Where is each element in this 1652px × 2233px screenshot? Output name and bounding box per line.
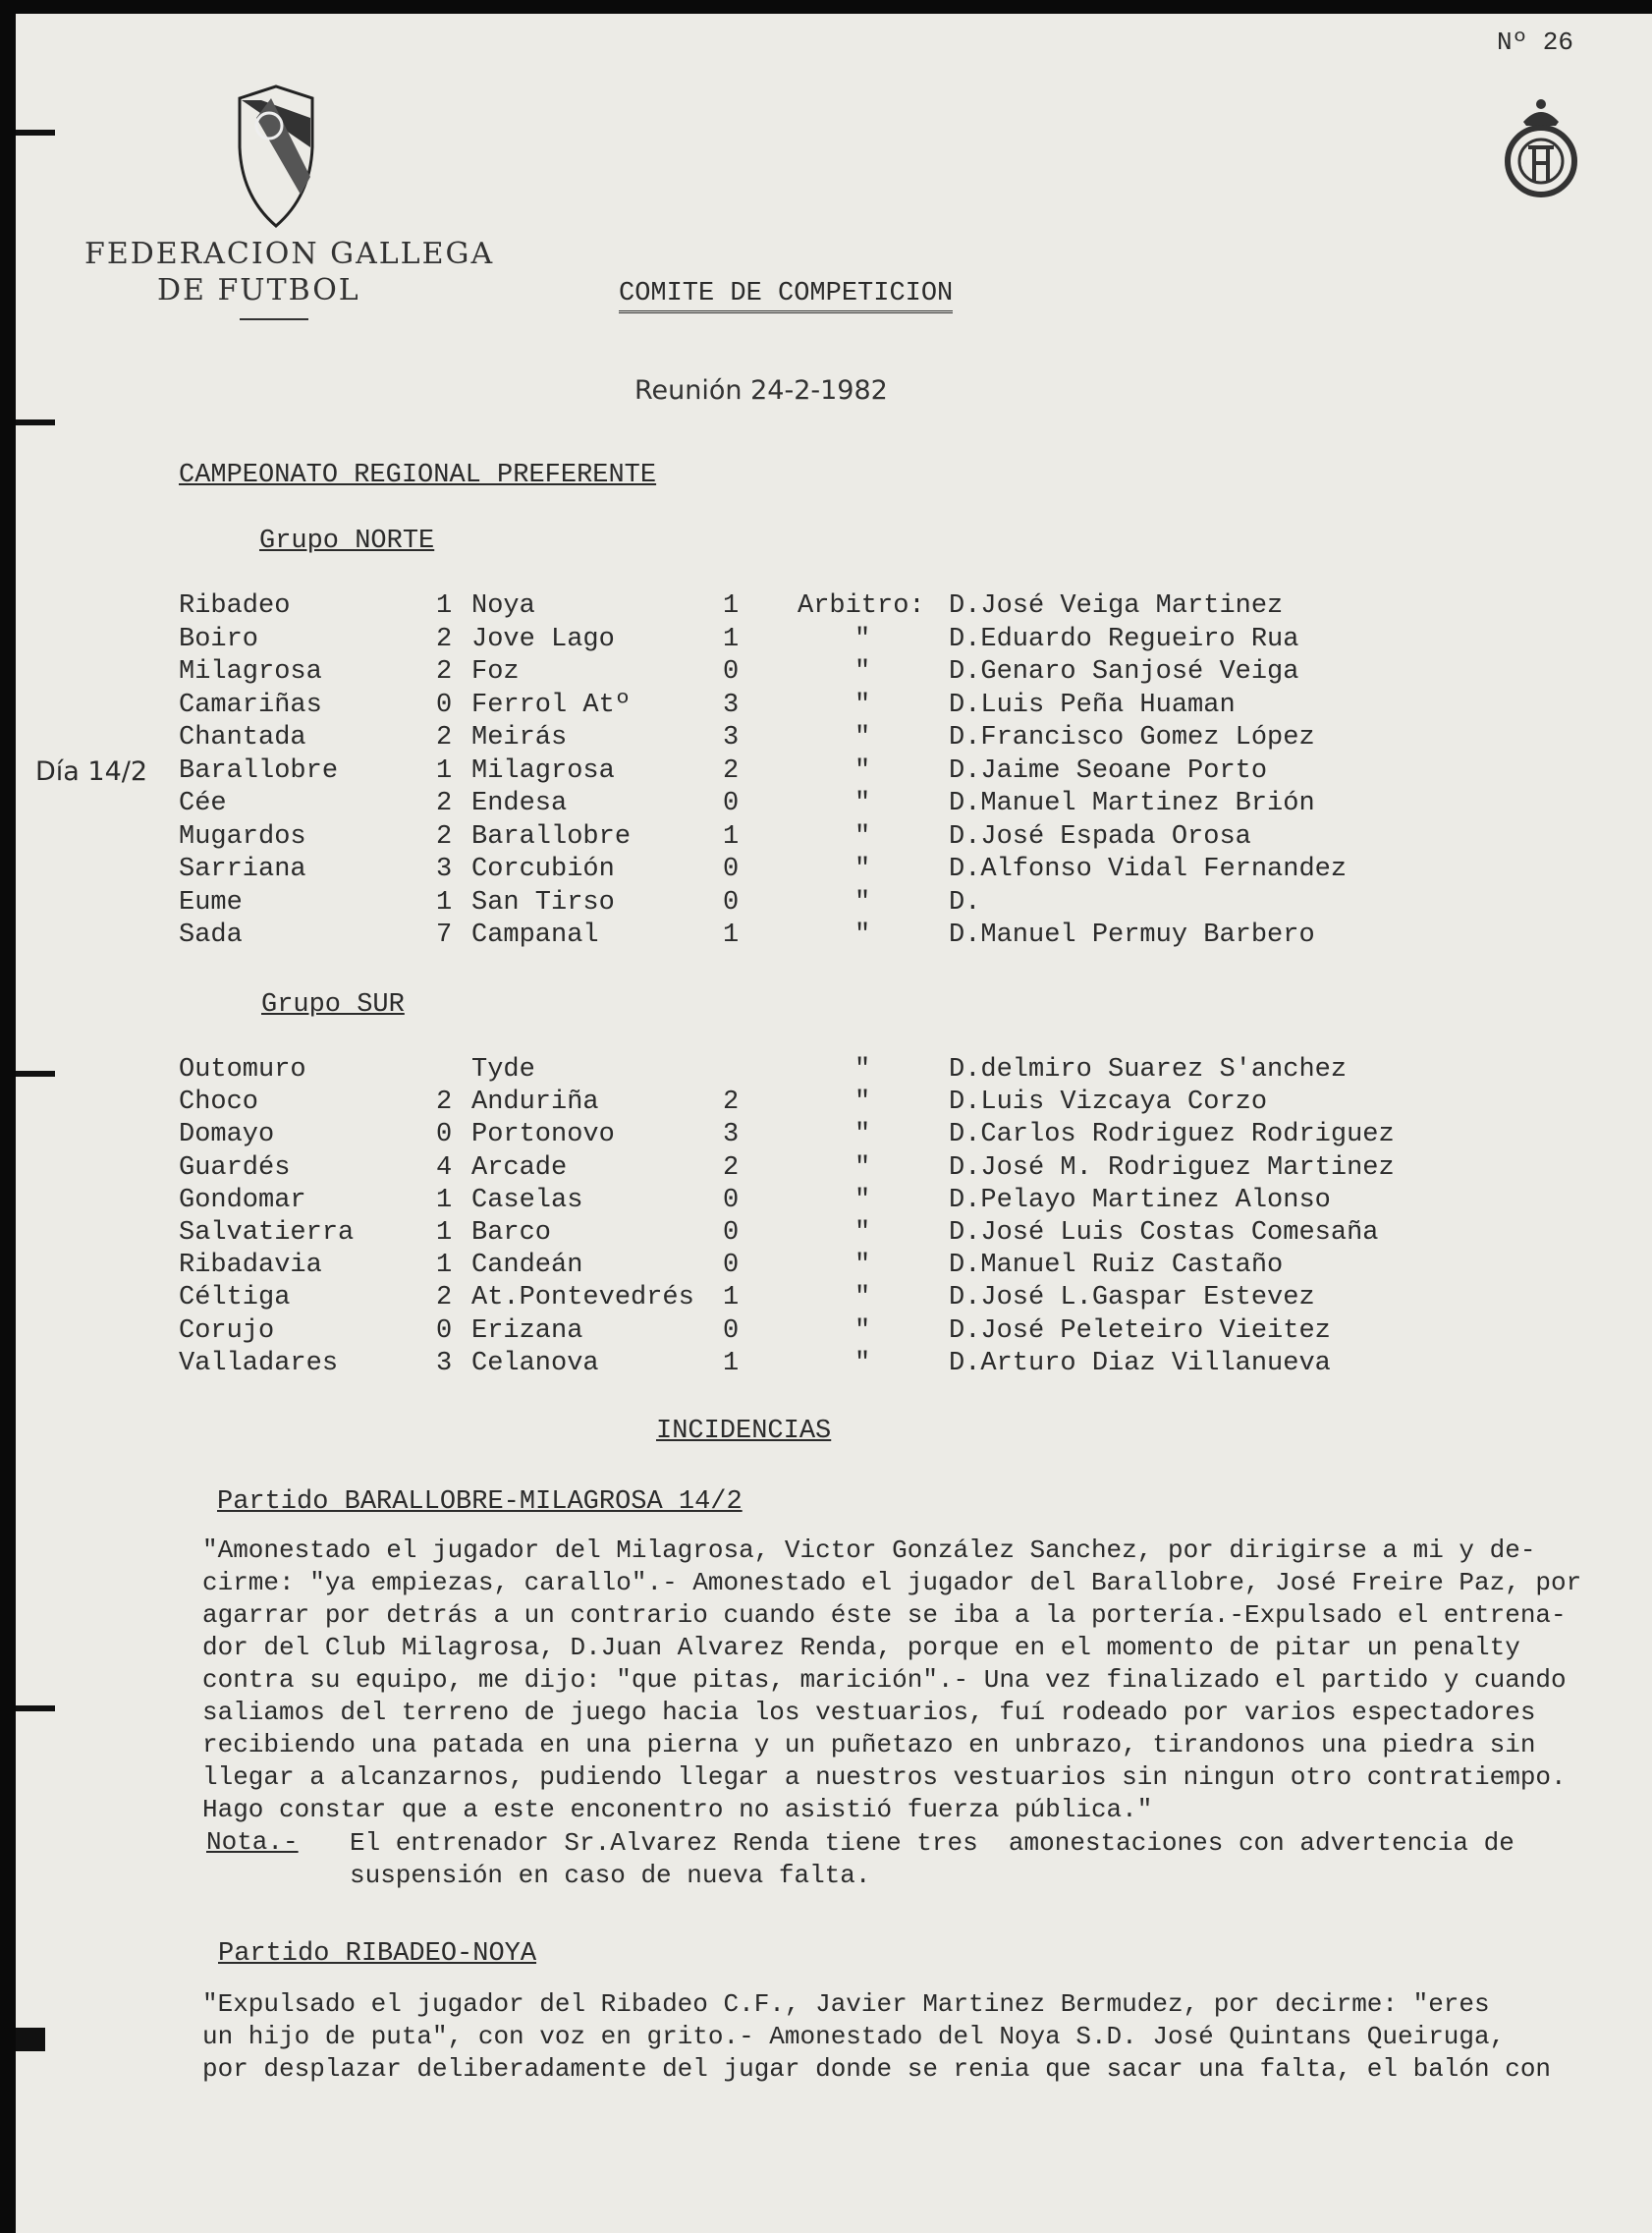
away-team: Campanal (471, 921, 599, 950)
referee-name: D.Manuel Ruiz Castaño (949, 1251, 1284, 1281)
report-line: por desplazar deliberadamente del jugar donde se renia que sacar una falta, el balón con (202, 2054, 1552, 2084)
referee-label: " (854, 921, 871, 950)
referee-label: " (854, 887, 871, 918)
away-score: 0 (723, 1251, 740, 1281)
match2-title: Partido RIBADEO-NOYA (218, 1939, 537, 1969)
home-score: 1 (436, 1185, 453, 1215)
referee-label: " (854, 690, 871, 720)
home-team: Corujo (179, 1315, 275, 1346)
away-score: 2 (723, 1152, 740, 1183)
away-team: At.Pontevedrés (471, 1283, 694, 1313)
report-line: saliamos del terreno de juego hacia los vestuarios, fuí rodeado por varios espectadores (202, 1698, 1536, 1727)
home-score: 7 (436, 921, 453, 950)
referee-name: D.Alfonso Vidal Fernandez (949, 855, 1348, 884)
home-score: 0 (436, 690, 453, 720)
binder-hole (16, 130, 55, 136)
away-score: 1 (723, 1283, 740, 1313)
home-score: 1 (436, 1218, 453, 1248)
referee-name: D.Manuel Permuy Barbero (949, 921, 1315, 950)
home-team: Barallobre (179, 755, 339, 786)
away-score: 2 (723, 755, 740, 786)
referee-label: " (854, 1152, 871, 1183)
referee-label: " (854, 1185, 871, 1215)
away-score: 0 (723, 657, 740, 687)
referee-label: " (854, 755, 871, 786)
home-score: 3 (436, 855, 453, 884)
home-team: Outomuro (179, 1055, 306, 1085)
referee-name: D.José M. Rodriguez Martinez (949, 1152, 1395, 1183)
home-score: 2 (436, 821, 453, 852)
group-heading-norte: Grupo NORTE (259, 527, 435, 556)
binder-hole (16, 1705, 55, 1711)
away-score: 0 (723, 1315, 740, 1346)
document-page (16, 14, 1652, 2233)
match1-title: Partido BARALLOBRE-MILAGROSA 14/2 (217, 1487, 743, 1517)
home-team: Choco (179, 1088, 259, 1118)
away-score: 0 (723, 855, 740, 884)
home-score: 3 (436, 1348, 453, 1378)
match1-note-label: Nota.- (206, 1827, 299, 1857)
home-team: Cée (179, 789, 227, 818)
away-team: Barallobre (471, 821, 632, 852)
home-team: Salvatierra (179, 1218, 355, 1248)
home-team: Eume (179, 887, 243, 918)
home-team: Sarriana (179, 855, 306, 884)
referee-label: " (854, 1055, 871, 1085)
referee-label: " (854, 1251, 871, 1281)
meeting-date: Reunión 24-2-1982 (634, 375, 888, 406)
away-team: Corcubión (471, 855, 615, 884)
report-line: un hijo de puta", con voz en grito.- Amonestado del Noya S.D. José Quintans Queiruga, (202, 2022, 1506, 2051)
referee-name: D. (949, 887, 981, 918)
away-team: Erizana (471, 1315, 583, 1346)
report-line: Hago constar que a este enconentro no asistió fuerza pública." (202, 1795, 1153, 1824)
home-score: 1 (436, 591, 453, 621)
home-team: Mugardos (179, 821, 306, 852)
binder-hole (16, 2028, 45, 2051)
home-score: 2 (436, 624, 453, 654)
away-score: 1 (723, 921, 740, 950)
incidents-heading: INCIDENCIAS (656, 1417, 832, 1446)
home-team: Milagrosa (179, 657, 322, 687)
referee-name: D.José Espada Orosa (949, 821, 1251, 852)
page-number: Nº 26 (1497, 28, 1574, 57)
referee-name: D.José Peleteiro Vieitez (949, 1315, 1331, 1346)
away-score: 3 (723, 723, 740, 753)
referee-name: D.Arturo Diaz Villanueva (949, 1348, 1331, 1378)
referee-name: D.Luis Vizcaya Corzo (949, 1088, 1268, 1118)
referee-name: D.José Veiga Martinez (949, 591, 1284, 621)
away-team: Barco (471, 1218, 552, 1248)
home-score: 4 (436, 1152, 453, 1183)
away-team: Candeán (471, 1251, 583, 1281)
referee-label: Arbitro: (798, 591, 925, 621)
home-score: 2 (436, 789, 453, 818)
home-score: 2 (436, 1283, 453, 1313)
away-team: Arcade (471, 1152, 568, 1183)
report-line: cirme: "ya empiezas, carallo".- Amonestado el jugador del Barallobre, José Freire Paz, por (202, 1568, 1582, 1597)
away-score: 0 (723, 789, 740, 818)
away-score: 0 (723, 887, 740, 918)
federation-name-line1: FEDERACION GALLEGA (84, 237, 495, 271)
home-score: 2 (436, 657, 453, 687)
referee-name: D.Pelayo Martinez Alonso (949, 1185, 1331, 1215)
away-team: Foz (471, 657, 520, 687)
referee-label: " (854, 1120, 871, 1150)
away-team: Noya (471, 591, 535, 621)
match1-note (350, 1827, 1646, 1892)
home-team: Céltiga (179, 1283, 291, 1313)
referee-name: D.Manuel Martinez Brión (949, 789, 1315, 818)
home-team: Camariñas (179, 690, 322, 720)
away-team: Ferrol Atº (471, 690, 632, 720)
federation-underline (240, 318, 308, 320)
away-team: San Tirso (471, 887, 615, 918)
home-score: 2 (436, 723, 453, 753)
home-team: Guardés (179, 1152, 291, 1183)
match2-report (202, 1988, 1646, 2086)
away-score: 1 (723, 624, 740, 654)
federation-name-line2: DE FUTBOL (157, 273, 360, 307)
report-line: agarrar por detrás a un contrario cuando éste se iba a la portería.-Expulsado el entrena- (202, 1600, 1567, 1630)
referee-name: D.Genaro Sanjosé Veiga (949, 657, 1299, 687)
away-score: 2 (723, 1088, 740, 1118)
federation-shield-icon (232, 79, 320, 236)
away-team: Meirás (471, 723, 568, 753)
referee-label: " (854, 789, 871, 818)
referee-name: D.Eduardo Regueiro Rua (949, 624, 1299, 654)
home-score: 0 (436, 1315, 453, 1346)
referee-name: D.José L.Gaspar Estevez (949, 1283, 1315, 1313)
referee-label: " (854, 1315, 871, 1346)
note-line: suspensión en caso de nueva falta. (350, 1861, 871, 1890)
home-team: Gondomar (179, 1185, 306, 1215)
report-line: "Expulsado el jugador del Ribadeo C.F., Javier Martinez Bermudez, por decirme: "eres (202, 1989, 1490, 2019)
referee-name: D.Jaime Seoane Porto (949, 755, 1268, 786)
match-date-note: Día 14/2 (35, 755, 148, 787)
referee-name: D.delmiro Suarez S'anchez (949, 1055, 1348, 1085)
referee-label: " (854, 723, 871, 753)
away-team: Milagrosa (471, 755, 615, 786)
away-team: Anduriña (471, 1088, 599, 1118)
home-score: 1 (436, 887, 453, 918)
home-team: Chantada (179, 723, 306, 753)
report-line: "Amonestado el jugador del Milagrosa, Victor González Sanchez, por dirigirse a mi y de- (202, 1535, 1536, 1565)
binder-hole (16, 1071, 55, 1077)
referee-name: D.Carlos Rodriguez Rodriguez (949, 1120, 1395, 1150)
away-score: 1 (723, 821, 740, 852)
away-team: Endesa (471, 789, 568, 818)
match1-report (202, 1535, 1646, 1826)
home-team: Domayo (179, 1120, 275, 1150)
referee-label: " (854, 1218, 871, 1248)
referee-name: D.Francisco Gomez López (949, 723, 1315, 753)
referee-label: " (854, 624, 871, 654)
referee-label: " (854, 1283, 871, 1313)
referee-label: " (854, 657, 871, 687)
home-score: 1 (436, 755, 453, 786)
crown-crest-icon (1499, 92, 1583, 202)
home-team: Ribadavia (179, 1251, 322, 1281)
away-score: 0 (723, 1218, 740, 1248)
report-line: dor del Club Milagrosa, D.Juan Alvarez Renda, porque en el momento de pitar un penalty (202, 1633, 1520, 1662)
home-team: Ribadeo (179, 591, 291, 621)
report-line: recibiendo una patada en una pierna y un puñetazo en unbrazo, tirandonos una piedra sin (202, 1730, 1536, 1759)
home-team: Boiro (179, 624, 259, 654)
home-score: 0 (436, 1120, 453, 1150)
away-score: 3 (723, 1120, 740, 1150)
binder-hole (16, 419, 55, 425)
home-team: Sada (179, 921, 243, 950)
home-team: Valladares (179, 1348, 339, 1378)
report-line: llegar a alcanzarnos, pudiendo llegar a nuestros vestuarios sin ningun otro contratiempo. (202, 1762, 1567, 1792)
away-score: 1 (723, 591, 740, 621)
referee-label: " (854, 821, 871, 852)
referee-label: " (854, 1088, 871, 1118)
note-line: El entrenador Sr.Alvarez Renda tiene tres amonestaciones con advertencia de (350, 1828, 1514, 1858)
referee-label: " (854, 1348, 871, 1378)
away-team: Tyde (471, 1055, 535, 1085)
away-team: Celanova (471, 1348, 599, 1378)
away-score: 1 (723, 1348, 740, 1378)
away-team: Jove Lago (471, 624, 615, 654)
away-score: 0 (723, 1185, 740, 1215)
away-team: Caselas (471, 1185, 583, 1215)
home-score: 2 (436, 1088, 453, 1118)
away-team: Portonovo (471, 1120, 615, 1150)
referee-name: D.Luis Peña Huaman (949, 690, 1236, 720)
report-line: contra su equipo, me dijo: "que pitas, marición".- Una vez finalizado el partido y cuando (202, 1665, 1567, 1695)
home-score: 1 (436, 1251, 453, 1281)
referee-name: D.José Luis Costas Comesaña (949, 1218, 1379, 1248)
away-score: 3 (723, 690, 740, 720)
group-heading-sur: Grupo SUR (261, 990, 405, 1020)
referee-label: " (854, 855, 871, 884)
championship-title: CAMPEONATO REGIONAL PREFERENTE (179, 461, 657, 490)
committee-title: COMITE DE COMPETICION (619, 279, 953, 313)
